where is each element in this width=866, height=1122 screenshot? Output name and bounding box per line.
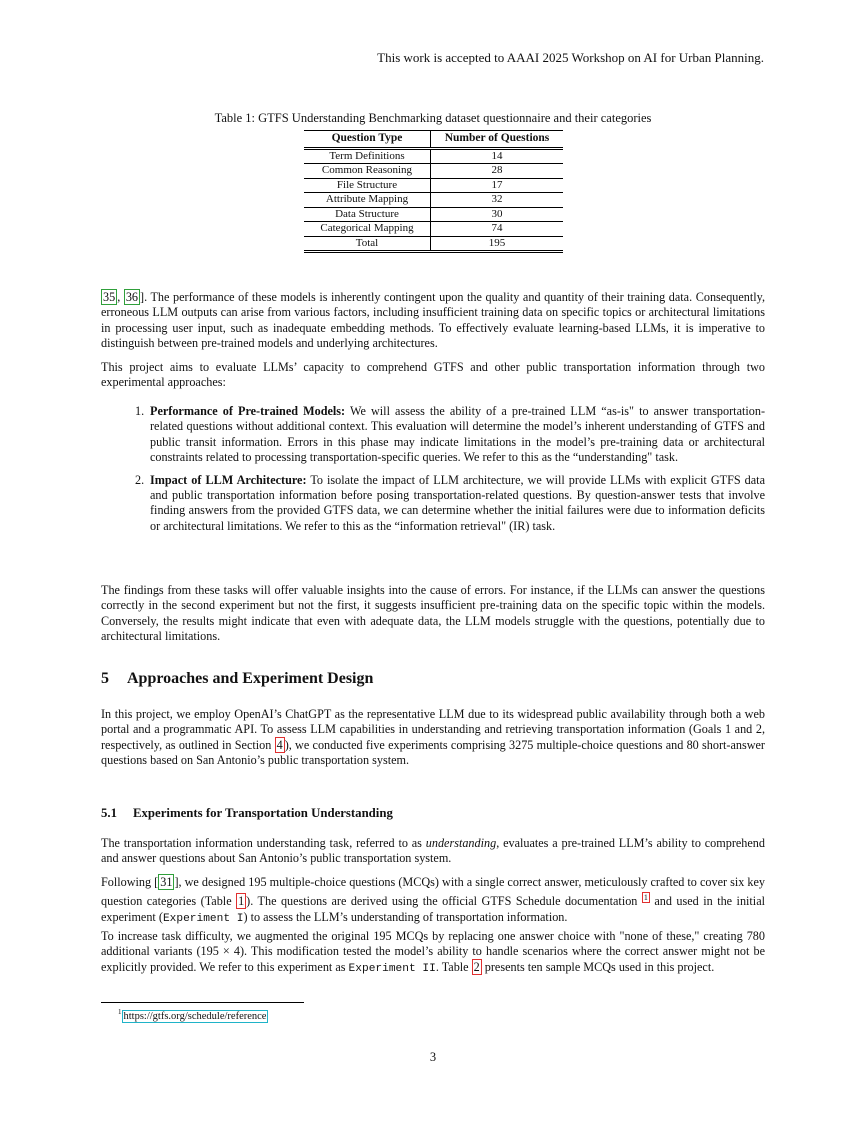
column-header: Question Type	[304, 131, 431, 149]
list-number: 2.	[135, 472, 145, 487]
paragraph-text: ). The questions are derived using the official GTFS Schedule documentation	[246, 894, 642, 909]
emphasis-text: understanding	[425, 836, 497, 850]
page-number: 3	[429, 1050, 437, 1064]
paragraph-text: The transportation information understanding task, referred to as	[101, 836, 426, 850]
citation-link[interactable]: 31	[160, 875, 173, 889]
footnote-mark: 1	[118, 1008, 122, 1016]
footnote-divider	[101, 1002, 304, 1003]
table-link[interactable]: 1	[238, 894, 245, 909]
paragraph-text: The findings from these tasks will offer valuable insights into the cause of errors. For instance, if the LLMs can answer the questions correctly in the second experiment but not the first, it suggests insufficient pre-training data on the specific topic within the models. Conversely, the results might indicate that even with adequate data, the LLM models struggle with the questions, potentially due to architectural limitations.	[101, 583, 765, 644]
section-heading	[101, 670, 765, 688]
question-count-cell: 17	[431, 178, 564, 193]
total-label-cell: Total	[304, 236, 431, 252]
question-type-cell: Categorical Mapping	[304, 222, 431, 237]
code-text: Experiment I	[162, 912, 244, 925]
subsection-paragraph-2	[101, 875, 765, 927]
body-paragraph-3	[101, 583, 765, 645]
table-row	[304, 178, 563, 193]
list-item	[101, 473, 765, 535]
question-count-cell: 32	[431, 193, 564, 208]
subsection-paragraph-3	[101, 929, 765, 977]
list-item-text: We will assess the ability of a pre-trained LLM “as-is" to answer transportation-related questions without additional context. This evaluation will determine the model’s inherent understanding of GTFS and public transit information. Errors in this phase may indicate limitations in the model’s pre-training data or architectural constraints related to processing transportation-specific queries. We refer to this as the “understanding" task.	[150, 404, 765, 465]
table-row	[304, 222, 563, 237]
question-type-cell: Common Reasoning	[304, 164, 431, 179]
list-item	[101, 404, 765, 466]
section-number: 5	[101, 670, 109, 687]
subsection-number: 5.1	[101, 806, 117, 820]
list-item-text: To isolate the impact of LLM architecture, we will provide LLMs with explicit GTFS data and public transportation information before posing transportation-related questions. By question-answer tests that involve finding answers from the provided GTFS data, we can determine whether the initial failures were due to information deficits or architectural limitations. We refer to this as the “information retrieval" (IR) task.	[150, 472, 765, 533]
column-header: Number of Questions	[431, 131, 564, 149]
paragraph-text: This project aims to evaluate LLMs’ capacity to comprehend GTFS and other public transportation information through two experimental approaches:	[101, 360, 765, 390]
footnote-url-link[interactable]: https://gtfs.org/schedule/reference	[123, 1010, 267, 1022]
paragraph-text: To increase task difficulty, we augmented the original 195 MCQs by replacing one answer choice with "none of these," creating 780 additional variants (195 × 4). This modification tested the model’s ability to handle scenarios where the correct answer might not be explicitly provided. We refer to this experiment as	[101, 929, 765, 974]
subsection-paragraph-1	[101, 836, 765, 867]
question-count-cell: 14	[431, 148, 564, 164]
paragraph-text: presents ten sample MCQs used in this project.	[481, 959, 715, 974]
section-link[interactable]: 4	[276, 737, 283, 752]
table-row	[304, 164, 563, 179]
body-paragraph-1: 35 , 36 ]. The performance of these models is inherently contingent upon the quality and quantity of their training data. Consequently, erroneous LLM outputs can arise from various factors, including insufficient training data on specific topics or architectural limitations in processing user input, such as inadequate embedding methods. To effectively evaluate learning-based LLMs, it is imperative to distinguish between pre-trained models and underlying architectures.	[101, 290, 766, 351]
question-count-cell: 74	[431, 222, 564, 237]
list-item-title: Impact of LLM Architecture:	[150, 472, 307, 487]
table-total-row	[304, 236, 563, 252]
question-type-cell: Data Structure	[304, 207, 431, 222]
approach-list	[101, 404, 765, 541]
table-row	[304, 207, 563, 222]
table-link[interactable]: 2	[473, 959, 480, 974]
code-text: Experiment II	[348, 962, 436, 975]
body-paragraph-2	[101, 360, 765, 391]
benchmark-table	[304, 130, 563, 253]
citation-link[interactable]: 35	[103, 290, 116, 304]
question-type-cell: Attribute Mapping	[304, 193, 431, 208]
footnote	[118, 1008, 268, 1022]
section-title: Approaches and Experiment Design	[127, 670, 374, 687]
question-count-cell: 28	[431, 164, 564, 179]
paragraph-text: and used in the initial experiment (	[101, 894, 765, 924]
running-header: This work is accepted to AAAI 2025 Workshop on AI for Urban Planning.	[377, 50, 764, 65]
paragraph-text: , evaluates a pre-trained LLM’s ability to comprehend and answer questions about San Antonio’s public transportation system.	[101, 836, 765, 866]
table-row	[304, 148, 563, 164]
table-row	[304, 193, 563, 208]
paragraph-text: ]. The performance of these models is inherently contingent upon the quality and quantity of their training data. Consequently, erroneous LLM outputs can arise from various factors, including insufficient training data on specific topics or architectural limitations in processing user input, such as inadequate embedding methods. To effectively evaluate learning-based LLMs, it is imperative to distinguish between pre-trained models and underlying architectures.	[101, 290, 766, 351]
paragraph-text: ], we designed 195 multiple-choice questions (MCQs) with a single correct answer, meticulously crafted to cover six key question categories (Table	[101, 875, 766, 909]
subsection-heading	[101, 806, 765, 821]
paragraph-text: . Table	[435, 959, 472, 974]
paragraph-text: Following [	[101, 875, 159, 889]
list-number: 1.	[135, 404, 145, 418]
question-count-cell: 30	[431, 207, 564, 222]
section-paragraph	[101, 707, 765, 769]
list-item-title: Performance of Pre-trained Models:	[150, 404, 346, 418]
question-type-cell: File Structure	[304, 178, 431, 193]
paragraph-text: ) to assess the LLM’s understanding of transportation information.	[243, 909, 568, 924]
paragraph-text: ), we conducted five experiments comprising 3275 multiple-choice questions and 80 short-answer questions based on San Antonio’s public transportation system.	[101, 737, 765, 768]
paragraph-text: In this project, we employ OpenAI’s ChatGPT as the representative LLM due to its widespread public availability through both a web portal and a programmatic API. To assess LLM capabilities in understanding and retrieving transportation information (Goals 1 and 2, respectively, as outlined in Section	[101, 707, 765, 752]
citation-link[interactable]: 36	[125, 290, 139, 304]
subsection-title: Experiments for Transportation Understanding	[133, 806, 393, 820]
table-caption: Table 1: GTFS Understanding Benchmarking dataset questionnaire and their categories	[214, 111, 652, 125]
question-type-cell: Term Definitions	[304, 148, 431, 164]
footnote-link[interactable]: 1	[643, 893, 648, 903]
total-count-cell: 195	[431, 236, 564, 252]
table-header-row	[304, 131, 563, 149]
